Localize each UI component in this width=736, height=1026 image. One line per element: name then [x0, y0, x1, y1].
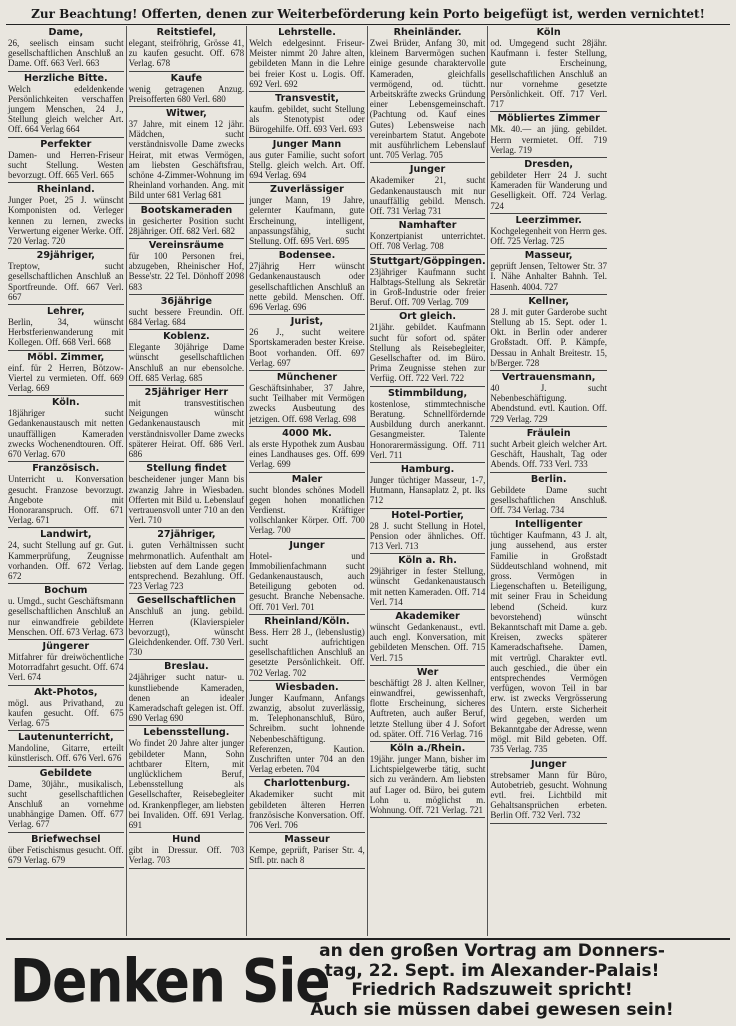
ad-heading: Intelligenter	[514, 519, 583, 531]
ad-heading: Leerzimmer.	[515, 214, 582, 226]
ad-heading: Münchener	[276, 372, 338, 384]
ad-body: 29jähriger in fester Stellung, wünscht Gedankenaustausch mit netten Kameraden. Off. 714 Verl. 714	[369, 566, 486, 607]
lecture-text	[254, 942, 730, 1022]
ad-body: Mitfahrer für dreiwöchentliche Motorradfahrt gesucht. Off. 674 Verl. 674	[8, 651, 124, 683]
classified-ad	[249, 777, 365, 833]
classified-ad	[8, 396, 124, 462]
classified-ad	[370, 255, 486, 311]
ad-body: elegant, steifröhrig, Grösse 41, zu kaufen gesucht. Off. 678 Verlag. 678	[128, 38, 245, 69]
ad-heading: Junger	[531, 758, 567, 770]
ad-body: Akademiker sucht mit gebildeten älteren Herren französische Konversation. Off. 706 Verl. 706	[249, 789, 365, 830]
classified-ad	[129, 204, 245, 239]
classified-ad	[249, 183, 365, 249]
classified-ad	[8, 686, 124, 732]
ad-body: für 100 Personen frei, abzugeben, Rheinischer Hof, Besse'str. 22 Tel. Dönhoff 2098 683	[128, 251, 245, 292]
ad-column	[488, 26, 609, 936]
ad-heading: Briefwechsel	[31, 833, 101, 845]
ad-heading: Zuverlässiger	[270, 184, 344, 196]
ad-body: gibt in Dressur. Off. 703 Verlag. 703	[128, 845, 245, 866]
ad-heading: Vertrauensmann,	[501, 372, 596, 384]
ad-column	[127, 26, 248, 936]
ad-body: wenig getragenen Anzug. Preisofferten 680 Verl. 680	[128, 83, 245, 104]
ad-body: in gesicherter Position sucht 28jähriger. Off. 682 Verl. 682	[128, 215, 245, 236]
ad-heading: Junger	[289, 539, 325, 551]
classified-ad	[370, 742, 486, 818]
classified-ad	[249, 371, 365, 427]
ad-body: 26 J., sucht weitere Sportskameraden bester Kreise. Boot vorhanden. Off. 697 Verlag. 697	[249, 327, 365, 368]
classified-ad	[370, 554, 486, 610]
ad-body: Junger tüchtiger Masseur, 1-7, Hutmann, Hansaplatz 2, pt. lks 712	[369, 474, 486, 506]
classified-ad	[8, 640, 124, 686]
ad-heading: Maler	[291, 473, 323, 485]
ad-body: kaufm. gebildet, sucht Stellung als Stenotypist oder Bürogehilfe. Off. 693 Verl. 693	[249, 104, 365, 135]
ad-heading: Akademiker	[395, 610, 460, 622]
lecture-line: Friedrich Radszuweit spricht!	[351, 980, 633, 1000]
ad-heading: 4000 Mk.	[282, 427, 332, 439]
classified-ad	[129, 462, 245, 528]
ad-heading: Akt-Photos,	[34, 686, 98, 698]
classified-ad	[490, 295, 607, 371]
ad-column	[6, 26, 127, 936]
classified-ad	[490, 249, 607, 295]
ad-body: Zwei Brüder, Anfang 30, mit kleinem Barvermögen suchen einige gesunde charaktervolle Kameraden, gleichfalls vermögend, od. tüchtt. Arbeitskräfte zwecks Gründung einer Lebensgemeinschaft. (Pachtung od. Kauf eines Gutes) Lebensweise nach vereinbartem Statut. Angebote mit ausführlichem Lebenslauf unt. 705 Verlag. 705	[369, 38, 486, 161]
ad-heading: Köln.	[51, 397, 80, 409]
ad-body: 37 Jahre, mit einem 12 jähr. Mädchen, sucht verständnisvolle Dame zwecks Heirat, mit etwas Vermögen, am liebsten Geschäftsfrau, schöne 4-Zimmer-Wohnung im Rheinland vorhanden. Ang. mit Bild unter 681 Verlag 681	[128, 119, 245, 201]
classified-ad	[129, 330, 245, 386]
lecture-advert	[6, 938, 730, 1022]
ad-body: strebsamer Mann für Büro, Autobetrieb, gesucht. Wohnung evtl. frei. Lichtbild mit Gehaltsansprüchen erbeten. Berlin Off. 732 Verl. 732	[490, 769, 607, 821]
ad-heading: Möbliertes Zimmer	[497, 113, 600, 125]
ad-heading: Koblenz.	[163, 331, 210, 343]
ad-body: Gebildete Dame sucht gesellschaftlichen Anschluß. Off. 734 Verlag. 734	[490, 484, 607, 515]
ad-body: 23jähriger Kaufmann sucht Halbtags-Stellung als Sekretär in Groß-Industrie oder freier Beruf. Off. 709 Verlag. 709	[369, 266, 486, 308]
ad-body: gebildeter Herr 24 J. sucht Kameraden für Wanderung und Geselligkeit. Off. 724 Verlag. 724	[490, 170, 607, 211]
ad-body: Welch edeldenkende Persönlichkeiten verschaffen jungem Menschen, 24 J., Stellung gleich welcher Art. Off. 664 Verlag 664	[8, 83, 124, 135]
classified-ad	[129, 239, 245, 295]
classified-ad	[8, 351, 124, 397]
ad-body: u. Umgd., sucht Geschäftsmann gesellschaftlichen Anschluß an nur einwandfreie gebildete Menschen. Off. 673 Verlag. 673	[8, 596, 124, 637]
denken-sie-headline: Denken Sie	[10, 947, 330, 1017]
classified-ad	[8, 72, 124, 138]
ad-heading: Breslau.	[164, 661, 209, 673]
ad-heading: Lehrer,	[46, 306, 85, 318]
ad-heading: Köln a./Rhein.	[389, 742, 466, 754]
classified-ad	[8, 731, 124, 766]
ad-heading: Dresden,	[524, 159, 574, 171]
classified-ad	[490, 26, 607, 112]
classified-ad	[8, 833, 124, 868]
ad-body: Hotel- und Immobilienfachmann sucht Gedankenaustausch, auch Beteiligung geboten od. gesucht. Branche Nebensache. Off. 701 Verl. 701	[249, 550, 365, 612]
ad-heading: Junger	[409, 164, 446, 176]
ad-heading: Landwirt,	[40, 529, 92, 541]
classified-ad	[370, 610, 486, 666]
classified-ad	[370, 163, 486, 219]
classified-ad	[8, 528, 124, 584]
classified-ad	[370, 387, 486, 463]
classified-ad	[490, 214, 607, 249]
classified-columns	[6, 26, 730, 936]
ad-column	[247, 26, 368, 936]
ad-heading: Wer	[416, 666, 439, 678]
ad-heading: Fräulein	[526, 427, 571, 439]
ad-body: sucht bessere Freundin. Off. 684 Verlag. 684	[128, 306, 245, 328]
ad-heading: Rheinland/Köln.	[264, 615, 350, 627]
lecture-line: tag, 22. Sept. im Alexander-Palais!	[324, 960, 660, 981]
ad-heading: Hotel-Portier,	[391, 509, 464, 521]
ad-body: einf. für 2 Herren, Bötzow-Viertel zu vermieten. Off. 669 Verlag. 669	[8, 362, 124, 394]
ad-body: beschäftigt 28 J. alten Kellner, einwandfrei, gewissenhaft, flotte Erscheinung, sicheres Auftreten, auch außer Beruf, letzte Stellung über 4 J. Sofort od. später. Off. 716 Verlag. 716	[369, 677, 486, 739]
notice-banner: Zur Beachtung! Offerten, denen zur Weiterbeförderung kein Porto beigefügt ist, werden vernichtet!	[6, 4, 730, 25]
ad-body: bescheidener junger Mann bis zwanzig Jahre in Wiesbaden. Offerten mit Bild u. Lebenslauf vertrauensvoll unter 710 an den Verl. 710	[128, 474, 245, 526]
ad-heading: Transvestit,	[275, 93, 339, 105]
ad-heading: Bochum	[44, 585, 88, 597]
ad-heading: 36jährige	[160, 295, 213, 307]
ad-heading: Berlin.	[530, 473, 567, 485]
ad-heading: Wiesbaden.	[275, 681, 339, 693]
ad-body: sucht Arbeit gleich welcher Art. Geschäft, Haushalt, Tag oder Abends. Off. 733 Verl. 733	[490, 438, 607, 470]
ad-body: Dame, 30jähr., musikalisch, sucht gesellschaftlichen Anschluß an vornehme unabhängige Damen. Off. 677 Verlag. 677	[8, 778, 124, 830]
ad-body: i. guten Verhältnissen sucht mehrmonatlich. Aufenthalt am liebsten auf dem Lande gegen entsprechend. Bezahlung. Off. 723 Verlag 723	[128, 540, 245, 592]
ad-body: Junger Kaufmann, Anfangs zwanzig, absolut zuverlässig, m. Telephonanschluß, Büro, Schreibm. sucht lohnende Nebenbeschäftigung. Referenzen, Kaution. Zuschriften unter 704 an den Verlag erbeten. 704	[249, 692, 365, 775]
ad-heading: Rheinländer.	[393, 27, 462, 38]
classified-ad	[490, 371, 607, 427]
ad-heading: Möbl. Zimmer,	[27, 351, 105, 363]
ad-body: 28 J. sucht Stellung in Hotel, Pension oder ähnliches. Off. 713 Verl. 713	[369, 520, 486, 551]
ad-heading: Stuttgart/Göppingen.	[369, 255, 486, 267]
classified-ad	[490, 158, 607, 214]
classified-ad	[8, 249, 124, 305]
ad-heading: Reitstiefel,	[156, 27, 217, 38]
ad-body: 24, sucht Stellung auf gr. Gut. Kammerprüfung, Zeugnisse vorhanden. Off. 672 Verlag. 672	[8, 540, 124, 581]
ad-body: 26, seelisch einsam sucht gesellschaftlichen Anschluß an Dame. Off. 663 Verl. 663	[8, 38, 124, 69]
ad-body: Treptow, sucht gesellschaftlichen Anschluß an Sportfreunde. Off. 667 Verl. 667	[8, 261, 124, 302]
ad-heading: Witwer,	[165, 108, 207, 120]
ad-heading: Hund	[172, 834, 201, 846]
classified-ad	[129, 295, 245, 330]
classified-ad	[8, 305, 124, 351]
ad-heading: Bodensee.	[278, 250, 336, 262]
ad-heading: Ort gleich.	[399, 311, 457, 323]
classified-ad	[370, 463, 486, 509]
ad-body: 40 J. sucht Nebenbeschäftigung. Abendstund. evtl. Kaution. Off. 729 Verlag. 729	[490, 383, 607, 424]
ad-body: Mk. 40.— an jüng. gebildet. Herrn vermietet. Off. 719 Verlag. 719	[490, 124, 607, 155]
ad-heading: Stimmbildung,	[387, 387, 468, 399]
classified-ad	[249, 92, 365, 138]
ad-heading: Vereinsräume	[148, 240, 224, 252]
ad-heading: Stellung findet	[146, 463, 227, 475]
ad-heading: 25jähriger Herr	[144, 387, 229, 399]
ad-heading: Namhafter	[398, 220, 457, 232]
classified-ad	[249, 833, 365, 868]
ad-body: od. Umgegend sucht 28jähr. Kaufmann i. fester Stellung, gute Erscheinung, gesellschaftlichen Anschluß an nur vornehme gesetzte Persönlichkeit. Off. 717 Verl. 717	[490, 38, 607, 110]
ad-body: Akademiker 21, sucht Gedankenaustausch mit nur unauffällig gebild. Mensch. Off. 731 Verlag 731	[369, 175, 486, 217]
ad-heading: Bootskameraden	[140, 204, 233, 216]
ad-body: junger Mann, 19 Jahre, gelernter Kaufmann, gute Erscheinung, intelligent, anpassungsfähig, sucht Stellung. Off. 695 Verl. 695	[249, 195, 365, 247]
classified-ad	[8, 584, 124, 640]
classified-ad	[249, 427, 365, 473]
ad-body: als erste Hypothek zum Ausbau eines Landhauses ges. Off. 699 Verlag. 699	[249, 438, 365, 470]
ad-heading: Rheinland.	[36, 184, 95, 196]
ad-body: 18jähriger sucht Gedankenaustausch mit netten unauffälligen Kameraden zwecks Wochenendtouren. Off. 670 Verlag. 670	[8, 408, 124, 460]
ad-heading: Gesellschaftlichen	[136, 595, 236, 607]
ad-heading: Kaufe	[170, 72, 203, 84]
ad-heading: 29jähriger,	[36, 250, 95, 262]
lecture-line: Auch sie müssen dabei gewesen sein!	[310, 999, 674, 1020]
ad-body: Unterricht u. Konversation gesucht. Franzose bevorzugt. Angebote mit Honoraranspruch. Off. 671 Verlag. 671	[8, 474, 124, 526]
classified-ad	[129, 833, 245, 868]
ad-body: Damen- und Herren-Friseur sucht Stellung. Westen bevorzugt. Off. 665 Verl. 665	[8, 149, 124, 181]
classified-ad	[490, 427, 607, 473]
classified-ad	[129, 386, 245, 462]
ad-heading: Lautenunterricht,	[18, 732, 114, 744]
classified-ad	[129, 528, 245, 594]
classified-ad	[249, 473, 365, 539]
ad-body: Kempe, geprüft, Pariser Str. 4, Stfl. ptr. nach 8	[249, 845, 365, 866]
classified-ad	[370, 310, 486, 386]
ad-body: 27jährig Herr wünscht Gedankenaustausch oder gesellschaftlichen Anschluß an nette gebild. Menschen. Off. 696 Verlag. 696	[249, 261, 365, 313]
ad-body: Wo findet 20 Jahre alter junger gebildeter Mann, Sohn achtbarer Eltern, mit unglücklichem Beruf, Lebensstellung als Gesellschafter, Reisebegleiter od. Krankenpfleger, am liebsten bei Invaliden. Off. 691 Verlag. 691	[128, 738, 245, 830]
ad-heading: Französisch.	[32, 463, 100, 475]
classified-ad	[129, 107, 245, 204]
ad-body: 24jähriger sucht natur- u. kunstliebende Kameraden, denen an idealer Kameradschaft gelegen ist. Off. 690 Verlag 690	[128, 672, 245, 724]
ad-heading: Jurist,	[290, 316, 324, 328]
ad-body: kostenlose, stimmtechnische Beratung. Schnellfördernde Ausbildung durch anerkannt. Gesangmeister. Talente Honorarermässigung. Off. 711 Verl. 711	[369, 398, 486, 460]
ad-body: aus guter Familie, sucht sofort Stellg. gleich welch. Art. Off. 694 Verlag. 694	[249, 149, 365, 181]
ad-heading: Lehrstelle.	[278, 27, 336, 38]
ad-heading: Junger Mann	[272, 138, 342, 150]
ad-heading: Masseur,	[524, 250, 573, 262]
classified-ad	[249, 315, 365, 371]
classified-ad	[8, 138, 124, 184]
ad-body: Elegante 30jährige Dame wünscht gesellschaftlichen Anschluß an nur ebensolche. Off. 685 Verlag. 685	[128, 342, 245, 383]
classified-ad	[8, 26, 124, 72]
classified-ad	[490, 473, 607, 519]
ad-body: wünscht Gedankenaust., evtl. auch engl. Konversation, mit gebildeten Menschen. Off. 715 Verl. 715	[369, 621, 486, 663]
classified-ad	[129, 72, 245, 107]
ad-heading: Lebensstellung.	[143, 727, 230, 739]
newspaper-page	[6, 4, 730, 1020]
ad-column	[368, 26, 489, 936]
ad-body: tüchtiger Kaufmann, 43 J. alt, jung aussehend, aus erster Familie in Großstadt Süddeutschland wohnend, mit gross. Vermögen in Liegenschaften u. Beteiligung, mit seiner Frau in Scheidung lebend (Scheid. kurz bevorstehend) wünscht Bekanntschaft mit Dame a. geb. Kreisen, zwecks späterer Kameradschaftsehe. Damen, mit vertrügl. Charakter evtl. auch geschied., die über ein entsprechendes Vermögen verfügen, wovon Teil in bar erw. ist zwecks Vergrösserung des Untern. erste Sicherheit wird gegeben, werden um Bekanntgabe der Adresse, wenn mögl. mit Bild gebeten. Off. 735 Verlag. 735	[490, 530, 607, 755]
classified-ad	[249, 615, 365, 681]
ad-body: 19jähr. junger Mann, bisher im Lichtspielgewerbe tätig, sucht sich zu verändern. Am liebsten auf Lager od. Büro, bei gutem Lohn u. möglichst m. Wohnung. Off. 721 Verlag. 721	[369, 753, 486, 815]
classified-ad	[249, 249, 365, 315]
classified-ad	[8, 183, 124, 249]
ad-heading: 27jähriger,	[157, 529, 216, 541]
classified-ad	[129, 726, 245, 833]
classified-ad	[249, 26, 365, 92]
ad-body: 28 J. mit guter Garderobe sucht Stellung ab 15. Sept. oder 1. Okt. in Berlin oder anderer Großstadt. Off. P. Kämpfe, Dessau in Anhalt Breitestr. 15, b/Berger. 728	[490, 306, 607, 368]
ad-body: Welch edelgesinnt. Friseur-Meister nimmt 20 Jahre alten, gebildeten Mann in die Lehre bei freier Kost u. Logis. Off. 692 Verl. 692	[249, 38, 365, 89]
ad-body: Bess. Herr 28 J., (lebenslustig) sucht aufrichtigen gesellschaftlichen Anschluß an gesetzte Persönlichkeit. Off. 702 Verlag. 702	[249, 626, 365, 678]
ad-heading: Dame,	[48, 27, 84, 38]
ad-body: Konzertpianist unterrichtet. Off. 708 Verlag. 708	[369, 231, 486, 252]
ad-body: Berlin, 34, wünscht Herbstferienwanderung mit Kollegen. Off. 668 Verl. 668	[8, 317, 124, 348]
ad-heading: Charlottenburg.	[263, 778, 351, 790]
classified-ad	[490, 758, 607, 824]
classified-ad	[129, 594, 245, 660]
classified-ad	[370, 666, 486, 742]
ad-body: Anschluß an jung. gebild. Herren (Klavierspieler bevorzugt), wünscht Gleichdenkender. Off. 730 Verl. 730	[128, 606, 245, 658]
ad-body: Geschäftsinhaber, 37 Jahre, sucht Teilhaber mit Vermögen zwecks Ausbeutung des jetzigen. Off. 698 Verlag. 698	[249, 383, 365, 424]
ad-body: geprüft Jensen, Teltower Str. 37 I. Nähe Anhalter Bahnh. Tel. Hasenh. 4004. 727	[490, 261, 607, 292]
classified-ad	[249, 539, 365, 615]
classified-ad	[249, 681, 365, 778]
classified-ad	[8, 767, 124, 833]
classified-ad	[129, 660, 245, 726]
ad-heading: Gebildete	[39, 767, 92, 779]
classified-ad	[490, 112, 607, 158]
classified-ad	[129, 26, 245, 72]
classified-ad	[249, 138, 365, 184]
ad-body: über Fetischismus gesucht. Off. 679 Verlag. 679	[8, 844, 124, 865]
ad-body: 21jähr. gebildet. Kaufmann sucht für sofort od. später Stellung als Reisebegleiter, Gesellschafter od. im Büro. Prima Zeugnisse stehen zur Verfüg. Off. 722 Verl. 722	[369, 322, 486, 384]
ad-body: mögl. aus Privathand, zu kaufen gesucht. Off. 675 Verlag. 675	[8, 697, 124, 728]
classified-ad	[370, 219, 486, 254]
ad-heading: Köln a. Rh.	[398, 555, 457, 567]
classified-ad	[490, 518, 607, 757]
ad-heading: Köln	[536, 27, 561, 38]
classified-ad	[370, 26, 486, 163]
ad-heading: Kellner,	[528, 295, 569, 307]
ad-heading: Herzliche Bitte.	[23, 72, 108, 84]
ad-body: sucht blondes schönes Modell gegen hohen monatlichen Verdienst. Kräftiger vollschlanker Körper. Off. 700 Verlag. 700	[249, 484, 365, 536]
ad-heading: Masseur	[284, 834, 330, 846]
ad-body: Mandoline, Gitarre, erteilt künstlerisch. Off. 676 Verl. 676	[8, 743, 124, 764]
ad-body: mit transvestitischen Neigungen wünscht Gedankenaustausch mit verständnisvoller Dame zwecks späterer Heirat. Off. 686 Verl. 686	[128, 398, 245, 460]
ad-heading: Jüngerer	[42, 640, 90, 652]
lecture-line: an den großen Vortrag am Donners-	[319, 941, 665, 961]
classified-ad	[8, 462, 124, 528]
classified-ad	[370, 509, 486, 555]
ad-heading: Hamburg.	[400, 463, 455, 475]
ad-body: Kochgelegenheit von Herrn ges. Off. 725 Verlag. 725	[490, 225, 607, 247]
ad-body: Junger Poet, 25 J. wünscht Komponisten od. Verleger kennen zu lernen, zwecks Verwertung eigener Werke. Off. 720 Verlag. 720	[8, 195, 124, 247]
ad-heading: Perfekter	[40, 138, 92, 150]
